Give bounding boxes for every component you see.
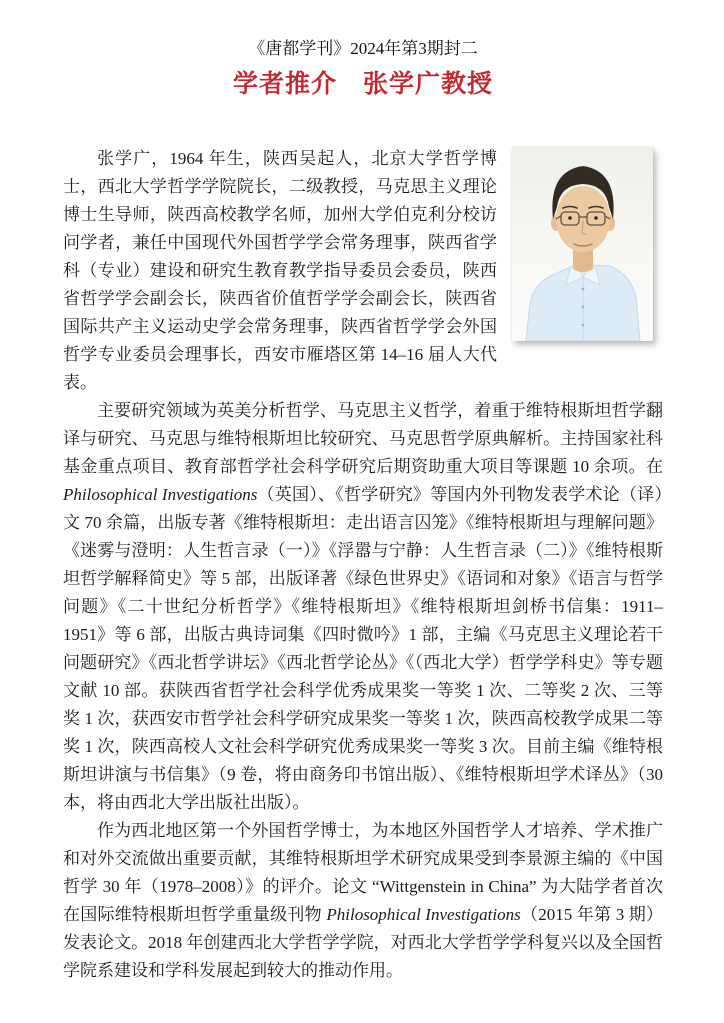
contribution-paragraph: 作为西北地区第一个外国哲学博士，为本地区外国哲学人才培养、学术推广和对外交流做出重要贡献，其维特根斯坦学术研究成果受到李景源主编的《中国哲学 30 年（1978–2008）》的评介。论文 “Wittgenstein in China” 为大陆学者首次在国际维特根斯坦哲学重量级刊物 Philosophical Investigations（2015 年第 3 期）发表论文。2018 年创建西北大学哲学学院，对西北大学哲学学科复兴以及全国哲学院系建设和学科发展起到较大的推动作用。 — [63, 821, 663, 980]
bio-paragraph: 张学广，1964 年生，陕西吴起人，北京大学哲学博士，西北大学哲学学院院长，二级教授，马克思主义理论博士生导师，陕西高校教学名师，加州大学伯克利分校访问学者，兼任中国现代外国哲学学会常务理事，陕西省学科（专业）建设和研究生教育教学指导委员会委员，陕西省哲学学会副会长，陕西省价值哲学学会副会长，陕西省国际共产主义运动史学会常务理事，陕西省哲学学会外国哲学专业委员会理事长，西安市雁塔区第 14–16 届人大代表。 — [63, 149, 497, 392]
journal-header: 《唐都学刊》2024年第3期封二 — [248, 39, 478, 58]
document-body — [63, 145, 663, 985]
portrait-photo — [512, 147, 653, 341]
face — [556, 186, 610, 252]
portrait-illustration — [512, 147, 653, 341]
bio-section — [63, 145, 663, 397]
research-paragraph: 主要研究领域为英美分析哲学、马克思主义哲学，着重于维特根斯坦哲学翻译与研究、马克思与维特根斯坦比较研究、马克思哲学原典解析。主持国家社科基金重点项目、教育部哲学社会科学研究后期资助重大项目等课题 10 余项。在 Philosophical Investigations（英国）、《哲学研究》等国内外刊物发表学术论（译）文 70 余篇，出版专著《维特根斯坦：走出语言囚笼》《维特根斯坦与理解问题》《迷雾与澄明：人生哲言录（一）》《浮嚣与宁静：人生哲言录（二）》《维特根斯坦哲学解释简史》等 5 部，出版译著《绿色世界史》《语词和对象》《语言与哲学问题》《二十世纪分析哲学》《维特根斯坦》《维特根斯坦剑桥书信集：1911–1951》等 6 部，出版古典诗词集《四时微吟》1 部，主编《马克思主义理论若干问题研究》《西北哲学讲坛》《西北哲学论丛》《（西北大学）哲学学科史》等专题文献 10 部。获陕西省哲学社会科学优秀成果奖一等奖 1 次、二等奖 2 次、三等奖 1 次，获西安市哲学社会科学研究成果奖一等奖 1 次，陕西高校教学成果二等奖 1 次，陕西高校人文社会科学研究优秀成果奖一等奖 3 次。目前主编《维特根斯坦讲演与书信集》（9 卷，将由商务印书馆出版）、《维特根斯坦学术译丛》（30 本，将由西北大学出版社出版）。 — [63, 401, 663, 812]
page-title: 学者推介 张学广教授 — [232, 71, 493, 98]
